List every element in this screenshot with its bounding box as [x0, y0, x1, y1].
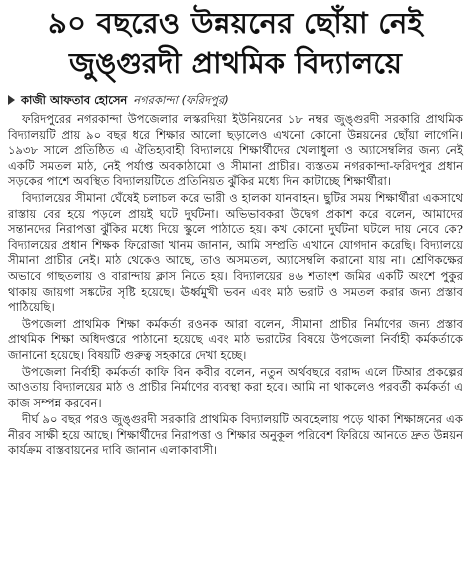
headline [8, 4, 463, 82]
headline-line-1: ৯০ বছরেও উন্নয়নের ছোঁয়া নেই [48, 6, 423, 40]
author-name: কাজী আফতাব হোসেন [21, 93, 128, 107]
byline [8, 92, 463, 108]
article-body [8, 112, 463, 459]
paragraph-3: উপজেলা প্রাথমিক শিক্ষা কর্মকর্তা রওনক আরা বলেন, সীমানা প্রাচীর নির্মাণের জন্য প্রস্তাব প্রাথমিক শিক্ষা অধিদপ্তরে পাঠানো হয়েছে এবং মাঠ ভরাটের বিষয়ে উপজেলা নির্বাহী কর্মকর্তাকে জানানো হয়েছে। বিষয়টি গুরুত্ব সহকারে দেখা হচ্ছে। [8, 316, 463, 362]
dateline-location: নগরকান্দা (ফরিদপুর) [133, 93, 229, 107]
paragraph-5: দীর্ঘ ৯০ বছর পরও জুঙ্গুরদী সরকারি প্রাথমিক বিদ্যালয়টি অবহেলায় পড়ে থাকা শিক্ষাঙ্গনের এক নীরব সাক্ষী হয়ে আছে। শিক্ষার্থীদের নিরাপত্তা ও শিক্ষার অনুকূল পরিবেশ ফিরিয়ে আনতে দ্রুত উন্নয়ন কার্যক্রম বাস্তবায়নের দাবি জানান এলাকাবাসী। [8, 412, 463, 458]
paragraph-1: ফরিদপুরের নগরকান্দা উপজেলার লস্করদিয়া ইউনিয়নের ১৮ নম্বর জুঙ্গুরদী সরকারি প্রাথমিক বিদ্যালয়টি প্রায় ৯০ বছর ধরে শিক্ষার আলো ছড়ালেও এখনো কোনো উন্নয়নের ছোঁয়া লাগেনি। ১৯৩৮ সালে প্রতিষ্ঠিত এ ঐতিহ্যবাহী বিদ্যালয়ে শিক্ষার্থীদের খেলাধুলা ও অ্যাসেম্বলির জন্য নেই একটি সমতল মাঠ, নেই পর্যাপ্ত অবকাঠামো ও সীমানা প্রাচীর। ব্যস্ততম নগরকান্দা-ফরিদপুর প্রধান সড়কের পাশে অবস্থিত বিদ্যালয়টিতে প্রতিনিয়ত ঝুঁকির মধ্যে দিন কাটাচ্ছে শিক্ষার্থীরা। [8, 112, 463, 189]
paragraph-2: বিদ্যালয়ের সীমানা ঘেঁষেই চলাচল করে ভারী ও হালকা যানবাহন। ছুটির সময় শিক্ষার্থীরা একসাথে রাস্তায় বের হয়ে পড়লে প্রায়ই ঘটে দুর্ঘটনা। অভিভাবকরা উদ্বেগ প্রকাশ করে বলেন, আমাদের সন্তানদের নিরাপত্তা ঝুঁকির মধ্যে দিয়ে স্কুলে পাঠাতে হয়। কখ কোনো দুর্ঘটনা ঘটলে দায় নেবে কে? বিদ্যালয়ের প্রধান শিক্ষক ফিরোজা খানম জানান, আমি সম্প্রতি এখানে যোগদান করেছি। বিদ্যালয়ে সীমানা প্রাচীর নেই। মাঠ থেকেও আছে, তাও অসমতল, অ্যাসেম্বলি করানো যায় না। শ্রেণিকক্ষের অভাবে গাছতলায় ও বারান্দায় ক্লাস নিতে হয়। বিদ্যালয়ের ৪৬ শতাংশ জমির একটি অংশে পুকুর থাকায় জায়গা সঙ্কটের সৃষ্টি হয়েছে। ঊর্ধ্বমুখী ভবন এবং মাঠ ভরাট ও সমতল করার জন্য প্রস্তাব পাঠিয়েছি। [8, 190, 463, 315]
triangle-bullet-icon [8, 95, 15, 105]
paragraph-4: উপজেলা নির্বাহী কর্মকর্তা কাফি বিন কবীর বলেন, নতুন অর্থবছরে বরাদ্দ এলে টিআর প্রকল্পের আওতায় বিদ্যালয়ের মাঠ ও প্রাচীর নির্মাণের ব্যবস্থা করা হবে। আমি না থাকলেও পরবর্তী কর্মকর্তা এ কাজ সম্পন্ন করবেন। [8, 364, 463, 410]
headline-line-2: জুঙ্গুরদী প্রাথমিক বিদ্যালয়ে [69, 46, 402, 80]
